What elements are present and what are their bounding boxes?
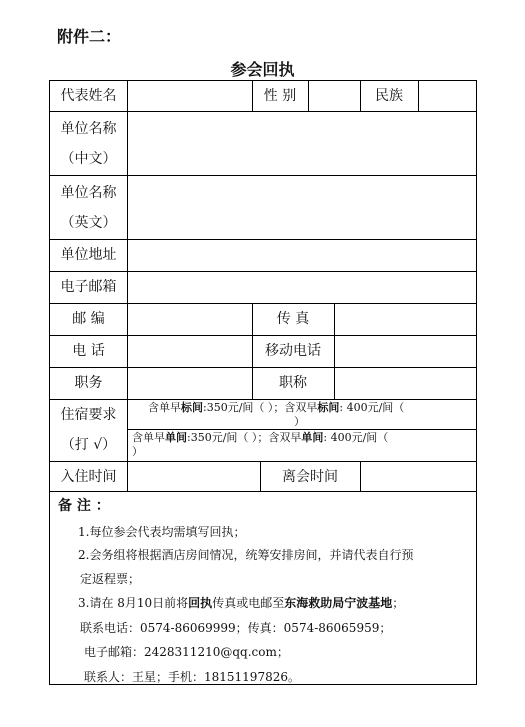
- title-label: 职称: [279, 375, 307, 391]
- position-label: 职务: [74, 375, 103, 391]
- mobile-field[interactable]: [335, 336, 475, 366]
- note-text: 3.请在 8月10日前将: [78, 596, 189, 610]
- address-field[interactable]: [128, 240, 475, 270]
- org-cn-field[interactable]: [128, 112, 475, 174]
- row-divider: [50, 491, 476, 492]
- checkout-label: 离会时间: [282, 469, 338, 485]
- org-cn-label: 单位名称: [60, 121, 117, 137]
- position-field[interactable]: [128, 368, 251, 398]
- note-line-5: 电子邮箱：2428311210@qq.com；: [84, 645, 289, 659]
- lodging-text-bold: 标间: [317, 401, 340, 414]
- ethnicity-field[interactable]: [419, 82, 475, 110]
- phone-field[interactable]: [128, 336, 251, 366]
- lodging-text: :350元/间（ ）；含双早: [203, 401, 318, 414]
- note-text: 传真或电邮至: [212, 596, 285, 610]
- lodging-option-single-wrap: ）: [132, 445, 143, 458]
- lodging-text: : 400元/间（: [323, 431, 389, 444]
- notes-heading: 备 注 ：: [58, 498, 110, 514]
- checkout-field[interactable]: [361, 462, 475, 490]
- postcode-field[interactable]: [128, 304, 251, 334]
- gender-field[interactable]: [309, 82, 359, 110]
- lodging-text-bold: 单间: [301, 431, 324, 444]
- org-cn-label-suffix: （中文）: [60, 151, 117, 167]
- note-text: ；: [392, 596, 405, 610]
- registration-form: [49, 80, 477, 685]
- attachment-label: 附件二：: [57, 27, 122, 46]
- lodging-label-suffix: （打 √）: [60, 437, 117, 453]
- org-en-label: 单位名称: [60, 185, 117, 201]
- checkin-label: 入住时间: [60, 469, 117, 485]
- lodging-option-single[interactable]: [132, 431, 388, 444]
- lodging-text: :350元/间（ ）；含双早: [187, 431, 302, 444]
- name-field[interactable]: [128, 82, 251, 110]
- lodging-text: 含单早: [132, 431, 165, 444]
- note-text-bold: 东海救助局宁波基地: [284, 596, 393, 610]
- note-text-bold: 回执: [188, 596, 213, 610]
- note-line-1: 1.每位参会代表均需填写回执；: [78, 525, 246, 539]
- lodging-text-bold: 单间: [165, 431, 187, 444]
- note-line-2: 2.会务组将根据酒店房间情况，统筹安排房间，并请代表自行预: [78, 548, 414, 562]
- lodging-text: : 400元/间（: [339, 401, 405, 414]
- mobile-label: 移动电话: [265, 343, 321, 359]
- gender-label: 性 别: [263, 88, 297, 104]
- email-label: 电子邮箱: [60, 279, 117, 295]
- row-divider: [50, 399, 476, 400]
- lodging-text-bold: 标间: [181, 401, 203, 414]
- lodging-label: 住宿要求: [60, 407, 117, 423]
- org-en-label-suffix: （英文）: [60, 215, 117, 231]
- note-line-3: [78, 595, 404, 611]
- note-line-2-cont: 定返程票；: [80, 572, 141, 586]
- lodging-text: 含单早: [148, 401, 181, 414]
- email-field[interactable]: [128, 272, 475, 302]
- name-label: 代表姓名: [60, 88, 117, 104]
- ethnicity-label: 民族: [375, 88, 403, 104]
- postcode-label: 邮 编: [72, 311, 105, 327]
- org-en-field[interactable]: [128, 176, 475, 238]
- lodging-option-standard-wrap: ）: [294, 415, 305, 428]
- row-divider: [127, 429, 476, 430]
- form-title: 参会回执: [230, 60, 295, 79]
- title-field[interactable]: [335, 368, 475, 398]
- fax-field[interactable]: [335, 304, 475, 334]
- fax-label: 传 真: [276, 311, 310, 327]
- note-line-4: 联系电话：0574-86069999；传真：0574-86065959；: [80, 621, 392, 635]
- address-label: 单位地址: [60, 247, 117, 263]
- checkin-field[interactable]: [128, 462, 259, 490]
- phone-label: 电 话: [72, 343, 105, 359]
- lodging-option-standard[interactable]: [148, 401, 404, 414]
- note-line-6: 联系人：王星；手机：18151197826。: [84, 670, 300, 684]
